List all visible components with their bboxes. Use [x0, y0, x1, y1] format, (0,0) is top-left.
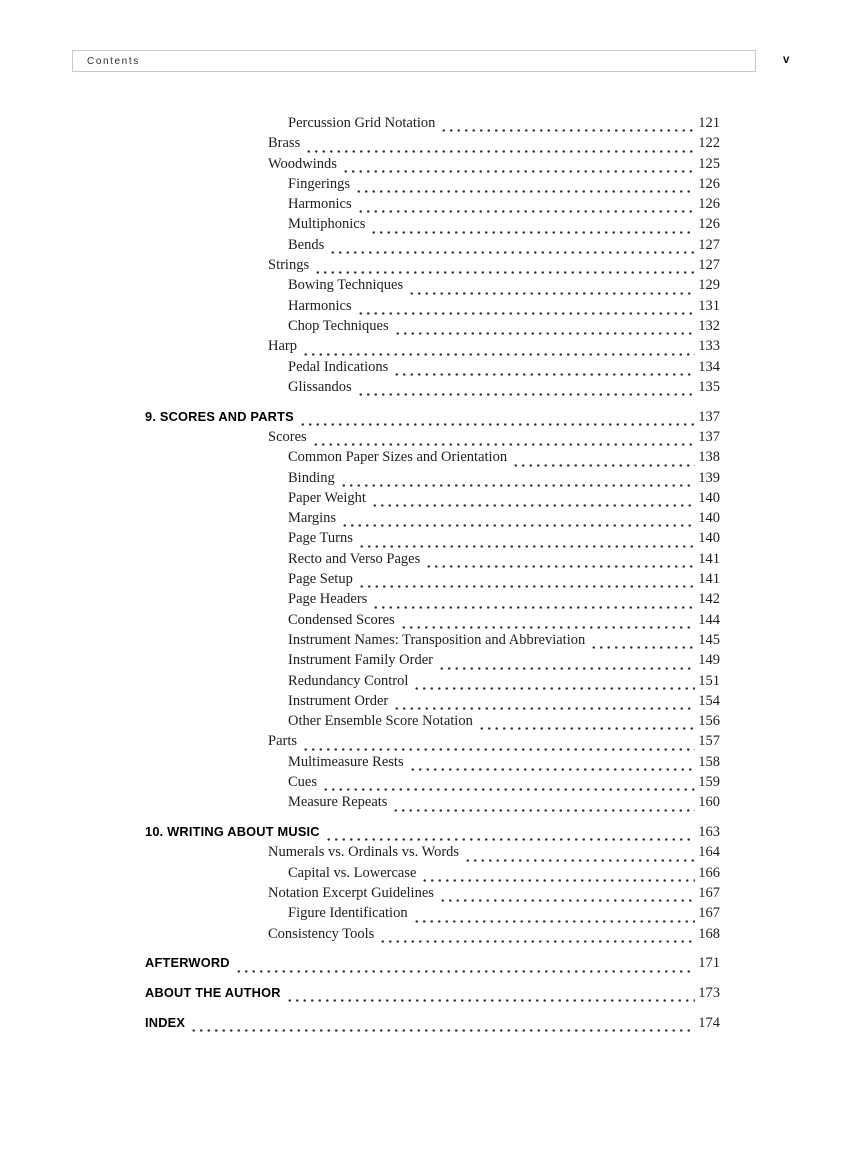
- toc-entry[interactable]: [145, 774, 720, 794]
- dot-leader: [325, 838, 695, 841]
- toc-entry-page: 129: [698, 277, 720, 294]
- toc-entry-title: Recto and Verso Pages: [288, 550, 421, 567]
- toc-entry-title: Parts: [268, 733, 297, 750]
- toc-entry[interactable]: [145, 257, 720, 277]
- toc-entry-page: 137: [698, 408, 720, 425]
- toc-entry[interactable]: [145, 237, 720, 257]
- toc-list: [145, 115, 720, 1035]
- dot-leader: [299, 423, 695, 426]
- dot-leader: [590, 646, 695, 649]
- toc-entry[interactable]: [145, 673, 720, 693]
- toc-entry-page: 149: [698, 652, 720, 669]
- toc-entry-page: 167: [698, 905, 720, 922]
- toc-entry[interactable]: [145, 844, 720, 864]
- dot-leader: [400, 626, 696, 629]
- toc-entry-title: Capital vs. Lowercase: [288, 864, 417, 881]
- toc-entry-page: 139: [698, 469, 720, 486]
- toc-entry-title: Harp: [268, 338, 297, 355]
- dot-leader: [512, 464, 695, 467]
- dot-leader: [357, 210, 696, 213]
- toc-entry-page: 173: [698, 985, 720, 1002]
- toc-entry-page: 140: [698, 510, 720, 527]
- toc-entry[interactable]: [145, 885, 720, 905]
- toc-entry-page: 167: [698, 884, 720, 901]
- toc-entry[interactable]: [145, 115, 720, 135]
- toc-entry-page: 160: [698, 794, 720, 811]
- toc-entry-page: 156: [698, 713, 720, 730]
- toc-entry-page: 137: [698, 428, 720, 445]
- dot-leader: [440, 129, 695, 132]
- dot-leader: [286, 999, 696, 1002]
- toc-entry-title: Strings: [268, 257, 310, 274]
- toc-entry-title: Multimeasure Rests: [288, 753, 404, 770]
- toc-entry[interactable]: [145, 338, 720, 358]
- dot-leader: [393, 373, 695, 376]
- toc-entry[interactable]: [145, 490, 720, 510]
- toc-entry[interactable]: [145, 359, 720, 379]
- toc-entry-title: Chop Techniques: [288, 317, 389, 334]
- dot-leader: [190, 1029, 695, 1032]
- toc-entry[interactable]: [145, 733, 720, 753]
- toc-entry-page: 140: [698, 489, 720, 506]
- toc-entry-title: Bowing Techniques: [288, 277, 404, 294]
- running-header-box: [72, 50, 756, 72]
- toc-entry[interactable]: [145, 449, 720, 469]
- toc-entry[interactable]: [145, 955, 720, 975]
- toc-entry[interactable]: [145, 985, 720, 1005]
- toc-entry-title: Woodwinds: [268, 155, 337, 172]
- toc-entry-page: 125: [698, 155, 720, 172]
- toc-entry[interactable]: [145, 612, 720, 632]
- toc-entry[interactable]: [145, 216, 720, 236]
- toc-entry-page: 168: [698, 925, 720, 942]
- toc-entry-title: Glissandos: [288, 378, 352, 395]
- toc-entry[interactable]: [145, 571, 720, 591]
- toc-entry[interactable]: [145, 632, 720, 652]
- toc-entry-page: 159: [698, 774, 720, 790]
- toc-entry[interactable]: [145, 429, 720, 449]
- dot-leader: [341, 524, 695, 527]
- toc-entry-title: Other Ensemble Score Notation: [288, 713, 473, 730]
- toc-entry[interactable]: [145, 652, 720, 672]
- toc-entry-page: 127: [698, 257, 720, 274]
- toc-entry[interactable]: [145, 470, 720, 490]
- toc-entry-page: 133: [698, 338, 720, 355]
- toc-entry-title: Instrument Order: [288, 692, 389, 709]
- toc-entry[interactable]: [145, 530, 720, 550]
- toc-entry-title: 10. WRITING ABOUT MUSIC: [145, 824, 320, 840]
- toc-entry-title: Common Paper Sizes and Orientation: [288, 449, 508, 466]
- dot-leader: [314, 271, 695, 274]
- toc-entry-title: Harmonics: [288, 297, 352, 314]
- toc-entry-page: 157: [698, 733, 720, 750]
- dot-leader: [357, 312, 696, 315]
- toc-entry[interactable]: [145, 591, 720, 611]
- toc-entry-title: Cues: [288, 774, 317, 790]
- toc-entry[interactable]: [145, 176, 720, 196]
- dot-leader: [439, 899, 695, 902]
- dot-leader: [379, 940, 695, 943]
- dot-leader: [413, 920, 696, 923]
- dot-leader: [413, 687, 695, 690]
- running-header-label: Contents: [87, 55, 140, 67]
- dot-leader: [322, 788, 695, 791]
- toc-entry[interactable]: [145, 156, 720, 176]
- toc-entry-title: ABOUT THE AUTHOR: [145, 985, 281, 1001]
- dot-leader: [464, 859, 695, 862]
- toc-entry-title: Page Headers: [288, 591, 368, 608]
- toc-entry[interactable]: [145, 905, 720, 925]
- dot-leader: [394, 332, 696, 335]
- toc-entry-title: Multiphonics: [288, 216, 366, 233]
- toc-entry-page: 174: [698, 1014, 720, 1031]
- toc-entry-title: Numerals vs. Ordinals vs. Words: [268, 844, 460, 861]
- dot-leader: [425, 565, 695, 568]
- toc-entry-title: 9. SCORES AND PARTS: [145, 408, 294, 424]
- dot-leader: [302, 353, 695, 356]
- toc-entry-page: 126: [698, 175, 720, 192]
- toc-entry[interactable]: [145, 379, 720, 399]
- toc-entry-title: Condensed Scores: [288, 611, 395, 628]
- toc-entry-title: AFTERWORD: [145, 955, 230, 971]
- toc-entry[interactable]: [145, 551, 720, 571]
- toc-entry-page: 142: [698, 591, 720, 608]
- dot-leader: [357, 393, 696, 396]
- toc-entry[interactable]: [145, 510, 720, 530]
- toc-entry-page: 138: [698, 449, 720, 466]
- toc-entry-page: 126: [698, 196, 720, 213]
- toc-entry-page: 126: [698, 216, 720, 233]
- toc-entry-title: Paper Weight: [288, 489, 366, 506]
- toc-entry-page: 144: [698, 611, 720, 628]
- toc-entry-page: 134: [698, 358, 720, 375]
- toc-entry-title: Instrument Names: Transposition and Abbreviation: [288, 631, 586, 648]
- toc-entry-title: Figure Identification: [288, 905, 408, 922]
- toc-entry-page: 122: [698, 135, 720, 152]
- toc-entry-title: Brass: [268, 135, 301, 152]
- dot-leader: [358, 545, 695, 548]
- dot-leader: [409, 768, 696, 771]
- dot-leader: [438, 667, 695, 670]
- toc-entry-title: Percussion Grid Notation: [288, 115, 436, 131]
- toc-entry-title: Page Setup: [288, 571, 353, 588]
- toc-entry-page: 154: [698, 692, 720, 709]
- toc-entry-page: 135: [698, 378, 720, 395]
- dot-leader: [340, 484, 696, 487]
- toc-entry[interactable]: [145, 824, 720, 844]
- toc-entry[interactable]: [145, 794, 720, 814]
- toc-entry-page: 163: [698, 824, 720, 841]
- toc-entry[interactable]: [145, 135, 720, 155]
- toc-entry-page: 166: [698, 864, 720, 881]
- toc-entry-page: 151: [698, 672, 720, 689]
- toc-entry[interactable]: [145, 926, 720, 946]
- dot-leader: [305, 150, 695, 153]
- toc-entry[interactable]: [145, 754, 720, 774]
- toc-entry-page: 132: [698, 317, 720, 334]
- toc-entry-title: Instrument Family Order: [288, 652, 433, 669]
- toc-entry-title: Binding: [288, 469, 335, 486]
- toc-entry-title: Redundancy Control: [288, 672, 409, 689]
- dot-leader: [342, 170, 695, 173]
- toc-entry-page: 141: [698, 550, 720, 567]
- dot-leader: [355, 190, 695, 193]
- dot-leader: [370, 231, 695, 234]
- page-folio: v: [783, 54, 790, 66]
- toc-entry[interactable]: [145, 409, 720, 429]
- toc-entry-title: INDEX: [145, 1014, 186, 1030]
- toc-entry[interactable]: [145, 298, 720, 318]
- toc-entry[interactable]: [145, 196, 720, 216]
- dot-leader: [358, 585, 695, 588]
- toc-entry[interactable]: [145, 318, 720, 338]
- dot-leader: [478, 727, 695, 730]
- dot-leader: [371, 504, 695, 507]
- toc-entry[interactable]: [145, 277, 720, 297]
- toc-entry-title: Harmonics: [288, 196, 352, 213]
- dot-leader: [392, 809, 695, 812]
- dot-leader: [302, 748, 695, 751]
- toc-entry-title: Measure Repeats: [288, 794, 388, 811]
- toc-entry[interactable]: [145, 693, 720, 713]
- toc-entry-page: 141: [698, 571, 720, 588]
- dot-leader: [329, 251, 695, 254]
- dot-leader: [421, 879, 695, 882]
- toc-entry-title: Page Turns: [288, 530, 353, 547]
- dot-leader: [408, 292, 695, 295]
- toc-entry-page: 145: [698, 631, 720, 648]
- toc-entry-page: 121: [698, 115, 720, 131]
- dot-leader: [372, 606, 695, 609]
- toc-entry-title: Pedal Indications: [288, 358, 389, 375]
- toc-entry-page: 164: [698, 844, 720, 861]
- toc-entry-page: 140: [698, 530, 720, 547]
- toc-entry-title: Margins: [288, 510, 337, 527]
- dot-leader: [235, 970, 696, 973]
- toc-entry[interactable]: [145, 1015, 720, 1035]
- toc-entry[interactable]: [145, 713, 720, 733]
- toc-entry-title: Bends: [288, 236, 325, 253]
- dot-leader: [312, 443, 696, 446]
- toc-entry-title: Fingerings: [288, 175, 351, 192]
- toc-entry-page: 171: [698, 955, 720, 972]
- toc-entry-page: 127: [698, 236, 720, 253]
- toc-entry-title: Consistency Tools: [268, 925, 375, 942]
- toc-entry-title: Notation Excerpt Guidelines: [268, 884, 434, 901]
- toc-entry-page: 131: [698, 297, 720, 314]
- dot-leader: [393, 707, 695, 710]
- toc-entry-title: Scores: [268, 428, 307, 445]
- toc-entry[interactable]: [145, 865, 720, 885]
- toc-entry-page: 158: [698, 753, 720, 770]
